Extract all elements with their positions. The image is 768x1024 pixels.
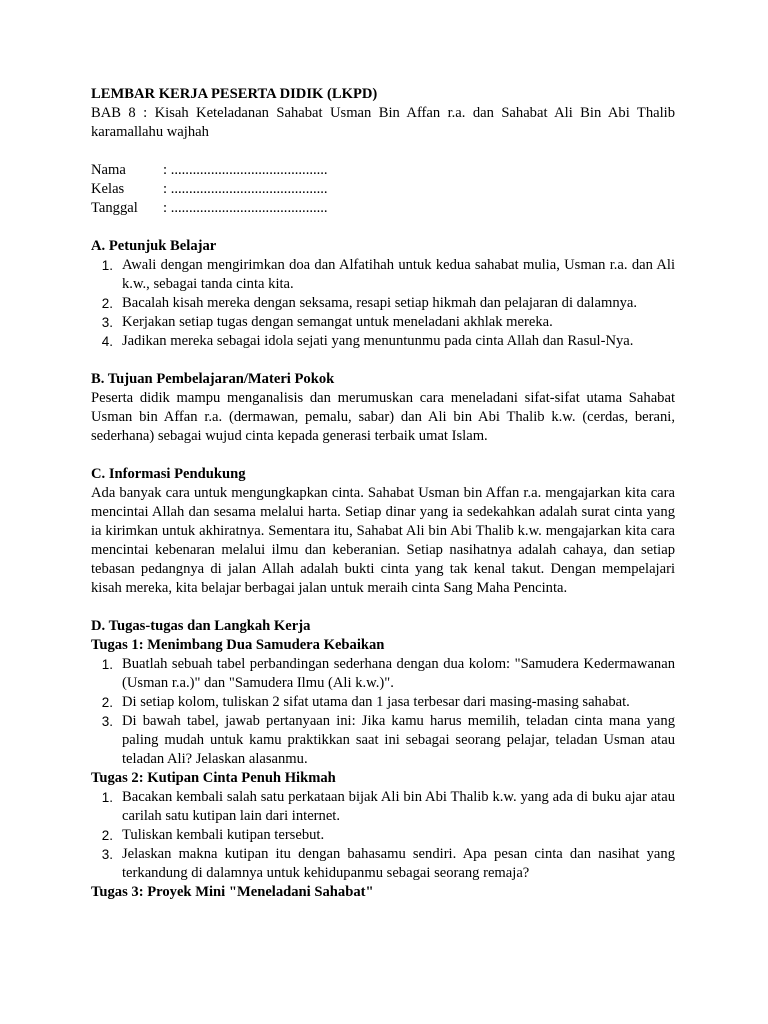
section-d-heading: D. Tugas-tugas dan Langkah Kerja [91,618,311,634]
list-number: 4. [101,334,113,349]
field-tanggal [91,199,675,218]
list-item [91,788,675,826]
field-label: Tanggal [91,200,138,216]
section-a-heading: A. Petunjuk Belajar [91,238,217,254]
list-number: 2. [101,296,113,311]
tugas-2-list [91,788,675,883]
list-text: Di bawah tabel, jawab pertanyaan ini: Jika kamu harus memilih, teladan cinta mana yang paling mudah untuk kamu praktikkan saat ini sebagai seorang pelajar, teladan Usman atau teladan Ali? Jelaskan alasanmu. [122,713,675,767]
list-number: 3. [101,847,113,862]
list-text: Buatlah sebuah tabel perbandingan sederhana dengan dua kolom: "Samudera Kedermawanan (Usman r.a.)" dan "Samudera Ilmu (Ali k.w.)". [122,656,675,691]
list-text: Di setiap kolom, tuliskan 2 sifat utama dan 1 jasa terbesar dari masing-masing sahabat. [122,694,630,710]
list-text: Tuliskan kembali kutipan tersebut. [122,827,325,843]
list-item [91,332,675,351]
list-item [91,294,675,313]
list-number: 2. [101,828,113,843]
list-text: Bacakan kembali salah satu perkataan bijak Ali bin Abi Thalib k.w. yang ada di buku ajar atau carilah satu kutipan lain dari internet. [122,789,675,824]
document-content [91,85,675,902]
list-number: 1. [101,790,113,805]
document-title: LEMBAR KERJA PESERTA DIDIK (LKPD) [91,86,378,102]
section-b-heading: B. Tujuan Pembelajaran/Materi Pokok [91,371,335,387]
list-item [91,256,675,294]
list-item [91,693,675,712]
chapter-line: BAB 8 : Kisah Keteladanan Sahabat Usman Bin Affan r.a. dan Sahabat Ali Bin Abi Thalib karamallahu wajhah [91,105,675,140]
tugas-2-title: Tugas 2: Kutipan Cinta Penuh Hikmah [91,770,336,786]
field-value: : ........................................... [163,181,328,197]
list-number: 3. [101,315,113,330]
list-item [91,712,675,769]
list-text: Jadikan mereka sebagai idola sejati yang menuntunmu pada cinta Allah dan Rasul-Nya. [122,333,634,349]
list-item [91,655,675,693]
list-item [91,845,675,883]
field-value: : ........................................... [163,162,328,178]
list-number: 3. [101,714,113,729]
field-label: Kelas [91,181,125,197]
field-kelas [91,180,675,199]
list-text: Bacalah kisah mereka dengan seksama, resapi setiap hikmah dan pelajaran di dalamnya. [122,295,638,311]
tugas-3-title: Tugas 3: Proyek Mini "Meneladani Sahabat" [91,884,374,900]
field-label: Nama [91,162,126,178]
list-number: 1. [101,258,113,273]
identity-fields [91,161,675,218]
section-a-list [91,256,675,351]
section-c-body: Ada banyak cara untuk mengungkapkan cinta. Sahabat Usman bin Affan r.a. mengajarkan kita cara mencintai Allah dan sesama melalui harta. Setiap dinar yang ia sedekahkan adalah surat cinta yang ia kirimkan untuk akhiratnya. Sementara itu, Sahabat Ali bin Abi Thalib k.w. mengajarkan kita cara mencintai kebenaran melalui ilmu dan keberanian. Setiap nasihatnya adalah cahaya, dan setiap tebasan pedangnya di jalan Allah adalah bukti cinta yang tak kenal takut. Dengan mempelajari kisah mereka, kita belajar berbagai jalan untuk meraih cinta Sang Maha Pencinta. [91,485,675,596]
section-c-heading: C. Informasi Pendukung [91,466,246,482]
list-text: Kerjakan setiap tugas dengan semangat untuk meneladani akhlak mereka. [122,314,553,330]
list-number: 1. [101,657,113,672]
tugas-1-list [91,655,675,769]
field-value: : ........................................... [163,200,328,216]
list-text: Awali dengan mengirimkan doa dan Alfatihah untuk kedua sahabat mulia, Usman r.a. dan Ali k.w., sebagai tanda cinta kita. [122,257,675,292]
tugas-1-title: Tugas 1: Menimbang Dua Samudera Kebaikan [91,637,385,653]
list-text: Jelaskan makna kutipan itu dengan bahasamu sendiri. Apa pesan cinta dan nasihat yang terkandung di dalamnya untuk kehidupanmu sebagai seorang remaja? [122,846,675,881]
section-b-body: Peserta didik mampu menganalisis dan merumuskan cara meneladani sifat-sifat utama Sahabat Usman bin Affan r.a. (dermawan, pemalu, sabar) dan Ali bin Abi Thalib k.w. (cerdas, berani, sederhana) sebagai wujud cinta kepada generasi terbaik umat Islam. [91,390,675,444]
list-item [91,826,675,845]
list-item [91,313,675,332]
list-number: 2. [101,695,113,710]
field-nama [91,161,675,180]
